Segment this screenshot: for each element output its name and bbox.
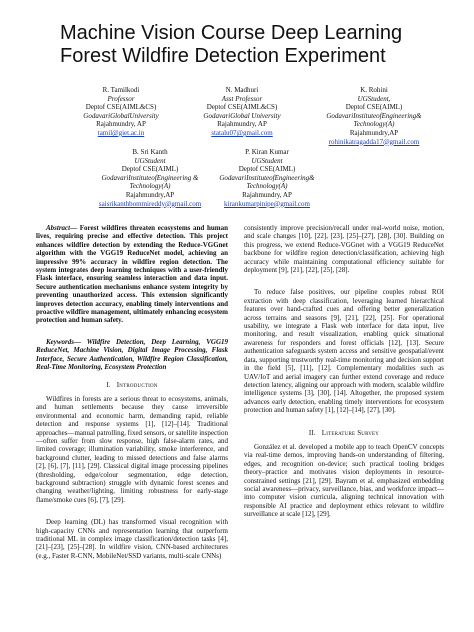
author-institution: GodavariGlobalUniversity: [83, 111, 159, 120]
author-block-1: [68, 86, 174, 138]
intro-paragraph-3: consistently improve precision/recall under real-world noise, motion, and scale changes [10], [22], [23], [25]–[27], [28], [30]. Building on this progress, we extend Reduce-VGGnet with a VGG19 ReduceNet backbone for wildfire region detection/classification, achieving high accuracy while maintaining computational efficiency suitable for deployment [9], [21], [22], [25], [28].: [244, 224, 444, 275]
author-institution: GodavariGlobal University: [203, 111, 281, 120]
author-block-4: [85, 148, 215, 208]
section-title: Literature Survey: [321, 428, 380, 437]
abstract-label: Abstract: [46, 224, 71, 232]
keywords: Keywords— Wildfire Detection, Deep Learning, VGG19 ReduceNet, Machine Vision, Digital Image Processing, Flask Interface, Secure Authentication, Wildfire Region Classification, Real-Time Monitoring, Ecosystem Protection: [36, 337, 228, 372]
author-role: UGStudent,: [357, 94, 391, 103]
author-name: R. Tamilkodi: [102, 86, 140, 94]
author-dept: Deptof CSE(AIML): [345, 103, 403, 112]
author-city: Rajahmundry,AP: [349, 128, 399, 137]
author-block-3: [314, 86, 434, 146]
intro-paragraph-1: Wildfires in forests are a serious threat to ecosystems, animals, and human settlements because they cause irreversible environmental and economic harm, demanding rapid, reliable detection and response systems [1], [12]–[14]. Traditional approaches—manual patrolling, fixed sensors, or satellite inspection—often suffer from slow response, high false-alarm rates, and limited coverage; illumination variability, smoke interference, and background clutter, leading to missed detections and false alarms [2], [6], [7], [11], [29]. Classical digital image processing pipelines (thresholding, edge/colour segmentation, edge detection, background subtraction) struggle with dynamic forest scenes and changing weather/lighting, limiting robustness for early-stage flame/smoke cues [6], [7], [29].: [36, 394, 228, 504]
section-heading-introduction: [36, 381, 228, 389]
author-email-link[interactable]: tamil@giet.ac.in: [97, 128, 145, 137]
author-dept: Deptof CSE(AIML&CS): [85, 103, 157, 112]
author-name: P. Kiran Kumar: [245, 148, 289, 156]
author-block-2: [187, 86, 297, 138]
author-email-link[interactable]: saisrikanthbommireddy@gmail.com: [98, 199, 202, 208]
author-city: Rajahmundry, AP: [96, 120, 146, 129]
author-city: Rajahmundry, AP: [242, 190, 292, 199]
section-number: II.: [308, 428, 316, 437]
literature-paragraph-1: González et al. developed a mobile app to teach OpenCV concepts via real-time demos, improving hands-on understanding of filtering, edges, and recognition on-device; such practical tooling bridges theory–practice and motivates vision deployments in resource-constrained settings [21], [29]. Bayram et al. emphasized embedding social awareness—privacy, surveillance, bias, and workforce impact—into computer vision curricula, aligning technical innovation with responsible AI practice and deployment ethics relevant to wildfire surveillance at scale [12], [29].: [244, 442, 444, 519]
author-dept: Deptof CSE(AIML&CS): [206, 103, 278, 112]
author-institution-line2: Technology(A): [129, 182, 171, 191]
intro-paragraph-4: To reduce false positives, our pipeline couples robust ROI extraction with deep classification, leveraging learned hierarchical features over hand-crafted cues and offering better generalization across terrains and seasons [9], [21], [22], [25]. For operational usability, we integrate a Flask web interface for data input, live monitoring, and result visualization, enabling quick situational awareness for responders and forest officials [12], [13]. Secure authentication safeguards system access and sensitive geospatial/event data, supporting trustworthy real-time monitoring and decision support in the field [5], [11], [12]. Complementary modalities such as UAV/IoT and aerial imagery can further extend coverage and reduce detection latency, aligning our approach with modern, scalable wildfire intelligence systems [3], [30], [14]. Altogether, the proposed system advances early detection, enabling timely interventions for ecosystem protection and human safety [1], [12]–[14], [27], [30].: [244, 288, 444, 415]
author-email-link[interactable]: kirankumarpinipe@gmail.com: [224, 199, 310, 208]
author-role: UGStudent: [134, 156, 166, 165]
author-city: Rajahmundry, AP: [217, 120, 267, 129]
author-city: Rajahmundry,AP: [125, 190, 175, 199]
section-number: I.: [106, 380, 111, 389]
author-block-5: [202, 148, 332, 208]
author-institution-line2: Technology(A): [353, 120, 395, 129]
author-institution: GodavariInstituteofEngineering&: [219, 173, 315, 182]
section-title: Introduction: [116, 380, 158, 389]
author-role: Asst Professor: [221, 94, 263, 103]
author-name: N. Madhuri: [225, 86, 259, 94]
author-institution: GodavariInstituteofEngineering&: [326, 111, 422, 120]
author-role: Professor: [107, 94, 135, 103]
author-institution-line2: Technology(A): [246, 182, 288, 191]
author-name: B. Sri Kanth: [132, 148, 168, 156]
author-dept: Deptof CSE(AIML): [121, 165, 179, 174]
abstract-text: — Forest wildfires threaten ecosystems and human lives, requiring precise and effective detection. This project enhances wildfire detection by extending the Reduce-VGGnet algorithm with the VGG19 ReduceNet model, achieving an impressive 99% accuracy in wildfire region detection. The system integrates deep learning techniques with a user-friendly Flask interface, ensuring seamless interaction and data input. Secure authentication mechanisms enhance system integrity by preventing unauthorized access. This extension significantly improves detection accuracy, enabling timely interventions and proactive wildfire management, ultimately enhancing ecosystem protection and human safety.: [36, 224, 228, 325]
abstract: [36, 224, 228, 325]
author-dept: Deptof CSE(AIML): [238, 165, 296, 174]
author-role: UGStudent: [251, 156, 283, 165]
author-name: K. Rohini: [360, 86, 388, 94]
right-column: [244, 224, 444, 519]
author-email-link[interactable]: statalu07@gmail.com: [211, 128, 273, 137]
paper-title: Machine Vision Course Deep Learning Forest Wildfire Detection Experiment: [60, 22, 403, 67]
author-email-link[interactable]: rohinikatragadda17@gmail.com: [328, 137, 420, 146]
intro-paragraph-2: Deep learning (DL) has transformed visual recognition with high-capacity CNNs and representation learning that outperform traditional ML in complex image classification/detection tasks [4], [21]–[23], [25]–[28]. In wildfire vision, CNN-based architectures (e.g., Faster R-CNN, MobileNet/SSD variants, multi-scale CNNs): [36, 518, 228, 560]
author-institution: GodavariInstituteofEngineering &: [101, 173, 199, 182]
left-column: [36, 224, 228, 560]
section-heading-literature-survey: [244, 429, 444, 437]
